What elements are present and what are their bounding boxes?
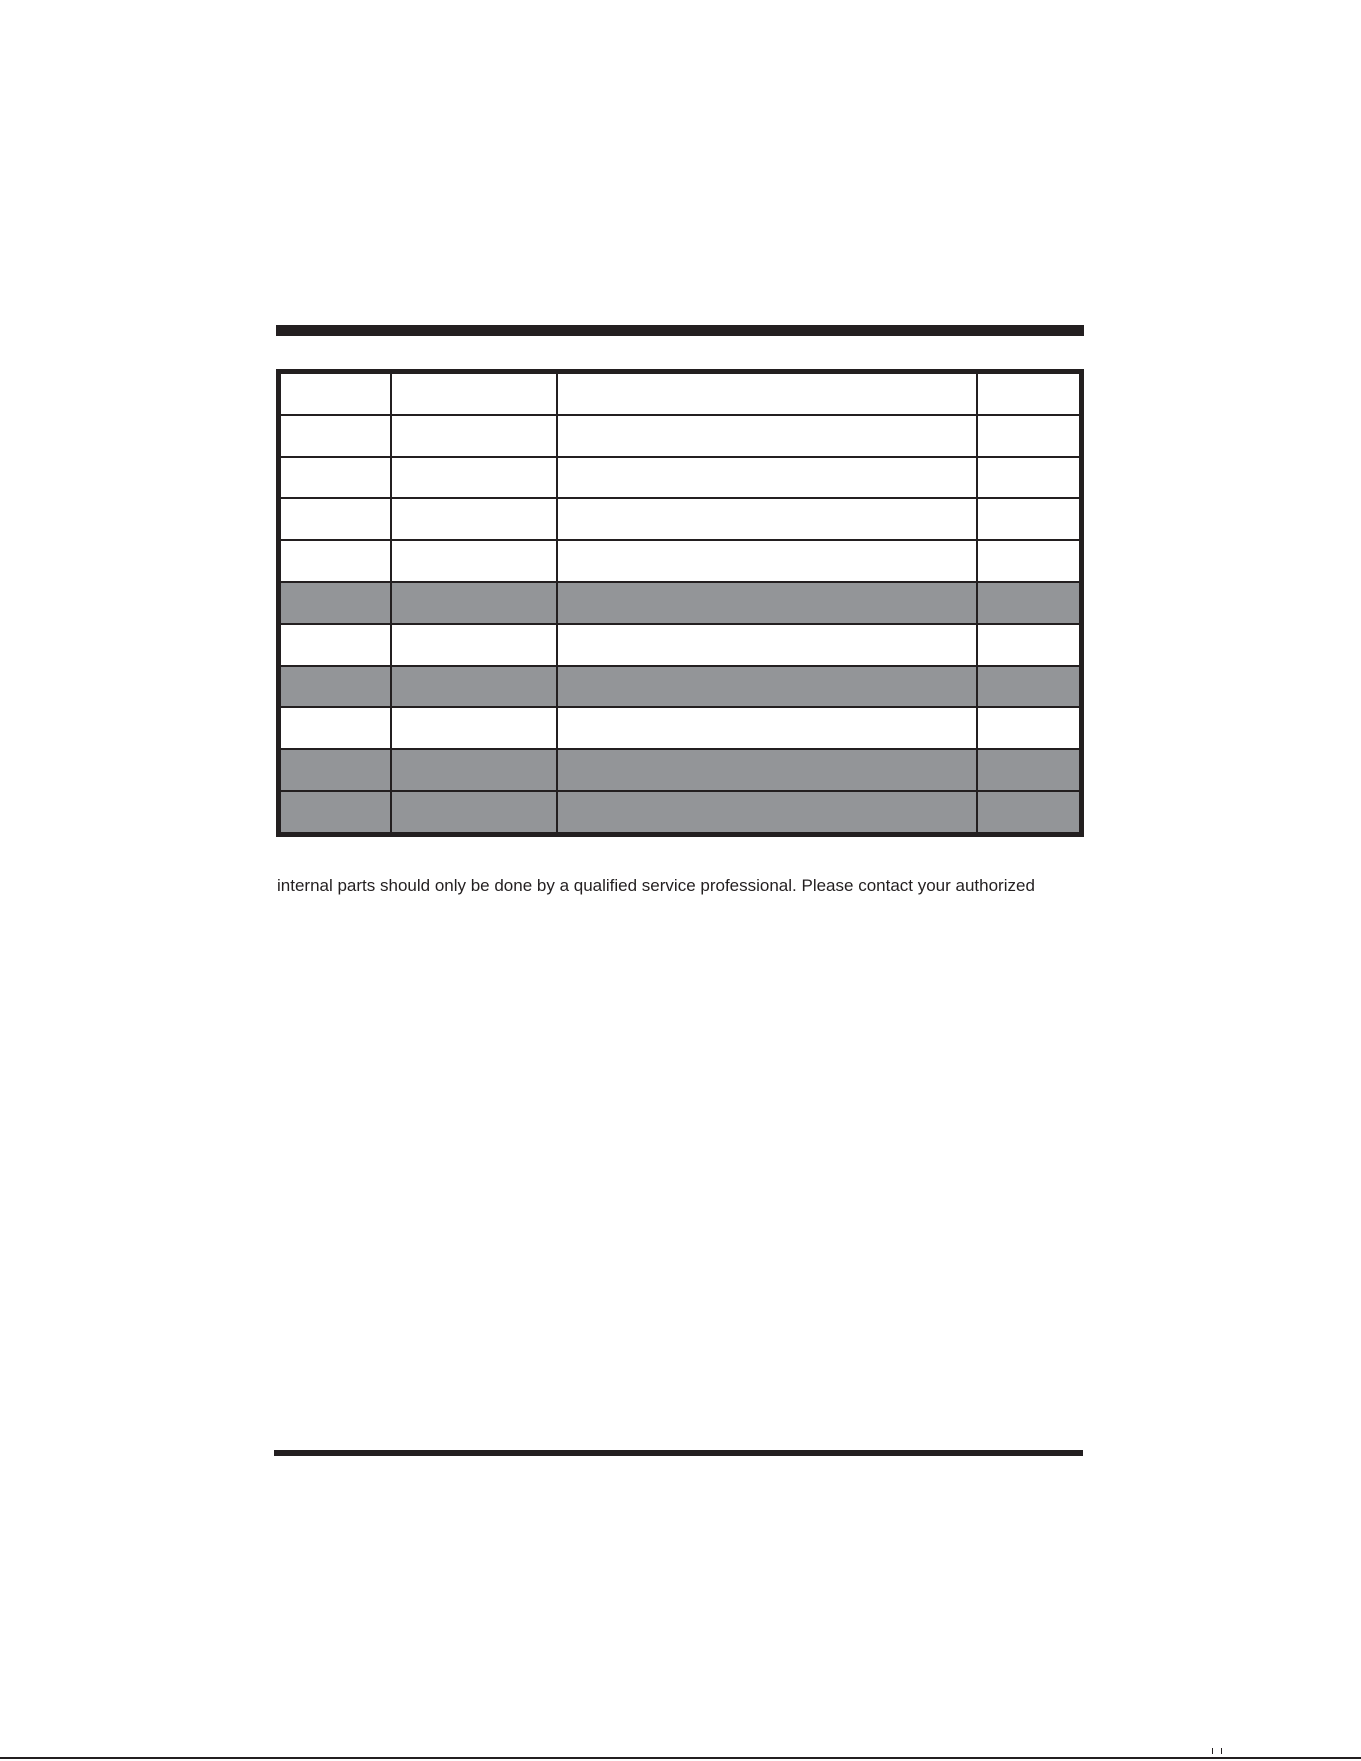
table-cell (557, 457, 978, 499)
table-cell (391, 498, 557, 540)
table-cell (391, 707, 557, 749)
top-rule (276, 325, 1084, 336)
table-cell (557, 791, 978, 834)
table-cell (279, 457, 391, 499)
table-row (279, 498, 1082, 540)
table-cell (977, 457, 1081, 499)
table-cell (279, 540, 391, 582)
table-cell (279, 666, 391, 708)
table-cell (391, 415, 557, 457)
table-row (279, 582, 1082, 624)
table-cell (977, 707, 1081, 749)
bottom-rule (274, 1450, 1083, 1456)
table-cell (391, 372, 557, 415)
table-cell (977, 791, 1081, 834)
table-cell (977, 666, 1081, 708)
table-row (279, 749, 1082, 791)
parts-table-body (279, 372, 1082, 835)
table-row (279, 457, 1082, 499)
table-cell (977, 372, 1081, 415)
table-cell (557, 498, 978, 540)
table-cell (977, 415, 1081, 457)
table-cell (279, 498, 391, 540)
table-cell (977, 582, 1081, 624)
table-cell (279, 707, 391, 749)
table-row (279, 372, 1082, 415)
page-edge-rule (0, 1757, 1361, 1759)
table-cell (557, 372, 978, 415)
table-cell (391, 749, 557, 791)
table-cell (391, 624, 557, 666)
table-row (279, 624, 1082, 666)
table-cell (391, 791, 557, 834)
table-cell (279, 791, 391, 834)
table-cell (279, 372, 391, 415)
crop-mark (1212, 1748, 1222, 1754)
table-cell (391, 582, 557, 624)
table-cell (977, 624, 1081, 666)
table-cell (391, 666, 557, 708)
table-cell (391, 457, 557, 499)
table-row (279, 707, 1082, 749)
table-cell (977, 498, 1081, 540)
table-cell (279, 415, 391, 457)
table-cell (391, 540, 557, 582)
service-notice: internal parts should only be done by a qualified service professional. Please contact your authorized (277, 876, 1035, 895)
table-cell (557, 624, 978, 666)
table-cell (279, 749, 391, 791)
table-cell (557, 540, 978, 582)
table-cell (557, 582, 978, 624)
table-row (279, 666, 1082, 708)
table-cell (977, 540, 1081, 582)
parts-table (276, 369, 1084, 837)
table-cell (557, 749, 978, 791)
table-row (279, 791, 1082, 834)
table-cell (279, 582, 391, 624)
table-row (279, 415, 1082, 457)
table-cell (557, 666, 978, 708)
table-cell (977, 749, 1081, 791)
table-cell (279, 624, 391, 666)
table-cell (557, 415, 978, 457)
table-row (279, 540, 1082, 582)
table-cell (557, 707, 978, 749)
